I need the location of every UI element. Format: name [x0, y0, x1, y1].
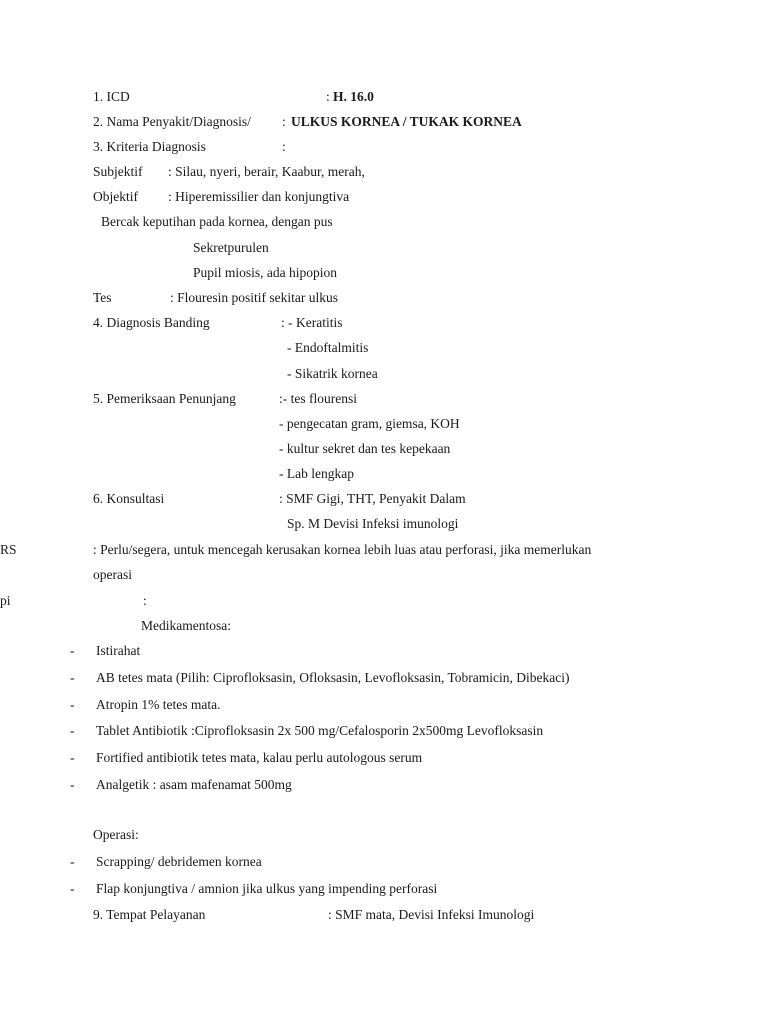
medication-heading: Medikamentosa: [141, 618, 231, 633]
subjective-value: : Silau, nyeri, berair, Kaabur, merah, [168, 164, 365, 179]
diagnosis-name-value: ULKUS KORNEA / TUKAK KORNEA [291, 114, 522, 129]
differential-item: - Sikatrik kornea [287, 366, 378, 381]
consultation-label: 6. Konsultasi [93, 491, 165, 506]
surgery-item: Scrapping/ debridemen kornea [96, 854, 262, 869]
criteria-label: 3. Kriteria Diagnosis [93, 139, 206, 154]
test-label: Tes [93, 290, 112, 305]
supporting-exam-item: - Lab lengkap [279, 466, 354, 481]
list-bullet: - [70, 670, 75, 685]
icd-label: 1. ICD [93, 89, 130, 104]
objective-line-3: Sekretpurulen [193, 240, 269, 255]
icd-colon: : [326, 89, 330, 104]
icd-value: H. 16.0 [333, 89, 374, 104]
supporting-exam-item: - pengecatan gram, giemsa, KOH [279, 416, 460, 431]
objective-line-2: Bercak keputihan pada kornea, dengan pus [101, 214, 333, 229]
referral-line-1: : Perlu/segera, untuk mencegah kerusakan kornea lebih luas atau perforasi, jika memerlukan [93, 542, 592, 557]
therapy-label-fragment: pi [0, 593, 11, 608]
referral-line-2: operasi [93, 567, 132, 582]
surgery-heading: Operasi: [93, 827, 139, 842]
medication-item: Tablet Antibiotik :Ciprofloksasin 2x 500 mg/Cefalosporin 2x500mg Levofloksasin [96, 723, 544, 738]
objective-value: : Hiperemissilier dan konjungtiva [168, 189, 350, 204]
test-value: : Flouresin positif sekitar ulkus [170, 290, 338, 305]
objective-line-4: Pupil miosis, ada hipopion [193, 265, 338, 280]
consultation-item: Sp. M Devisi Infeksi imunologi [287, 516, 459, 531]
medication-item: Istirahat [96, 643, 141, 658]
criteria-colon: : [282, 139, 286, 154]
subjective-label: Subjektif [93, 164, 143, 179]
diagnosis-name-label: 2. Nama Penyakit/Diagnosis/ [93, 114, 251, 129]
list-bullet: - [70, 697, 75, 712]
supporting-exam-item: - kultur sekret dan tes kepekaan [279, 441, 451, 456]
therapy-colon: : [143, 593, 147, 608]
medication-item: Fortified antibiotik tetes mata, kalau perlu autologous serum [96, 750, 423, 765]
list-bullet: - [70, 643, 75, 658]
list-bullet: - [70, 723, 75, 738]
referral-label-fragment: RS [0, 542, 17, 557]
supporting-exam-label: 5. Pemeriksaan Penunjang [93, 391, 236, 406]
diagnosis-name-colon: : [282, 114, 286, 129]
list-bullet: - [70, 854, 75, 869]
supporting-exam-item: :- tes flourensi [279, 391, 357, 406]
medication-item: AB tetes mata (Pilih: Ciprofloksasin, Ofloksasin, Levofloksasin, Tobramicin, Dibekaci) [96, 670, 570, 685]
surgery-item: Flap konjungtiva / amnion jika ulkus yang impending perforasi [96, 881, 438, 896]
differential-item: : - Keratitis [281, 315, 343, 330]
differential-label: 4. Diagnosis Banding [93, 315, 210, 330]
list-bullet: - [70, 750, 75, 765]
list-bullet: - [70, 777, 75, 792]
objective-label: Objektif [93, 189, 138, 204]
medication-item: Analgetik : asam mafenamat 500mg [96, 777, 292, 792]
service-place-label: 9. Tempat Pelayanan [93, 907, 206, 922]
medication-item: Atropin 1% tetes mata. [96, 697, 221, 712]
list-bullet: - [70, 881, 75, 896]
differential-item: - Endoftalmitis [287, 340, 369, 355]
service-place-value: : SMF mata, Devisi Infeksi Imunologi [328, 907, 535, 922]
consultation-item: : SMF Gigi, THT, Penyakit Dalam [279, 491, 466, 506]
